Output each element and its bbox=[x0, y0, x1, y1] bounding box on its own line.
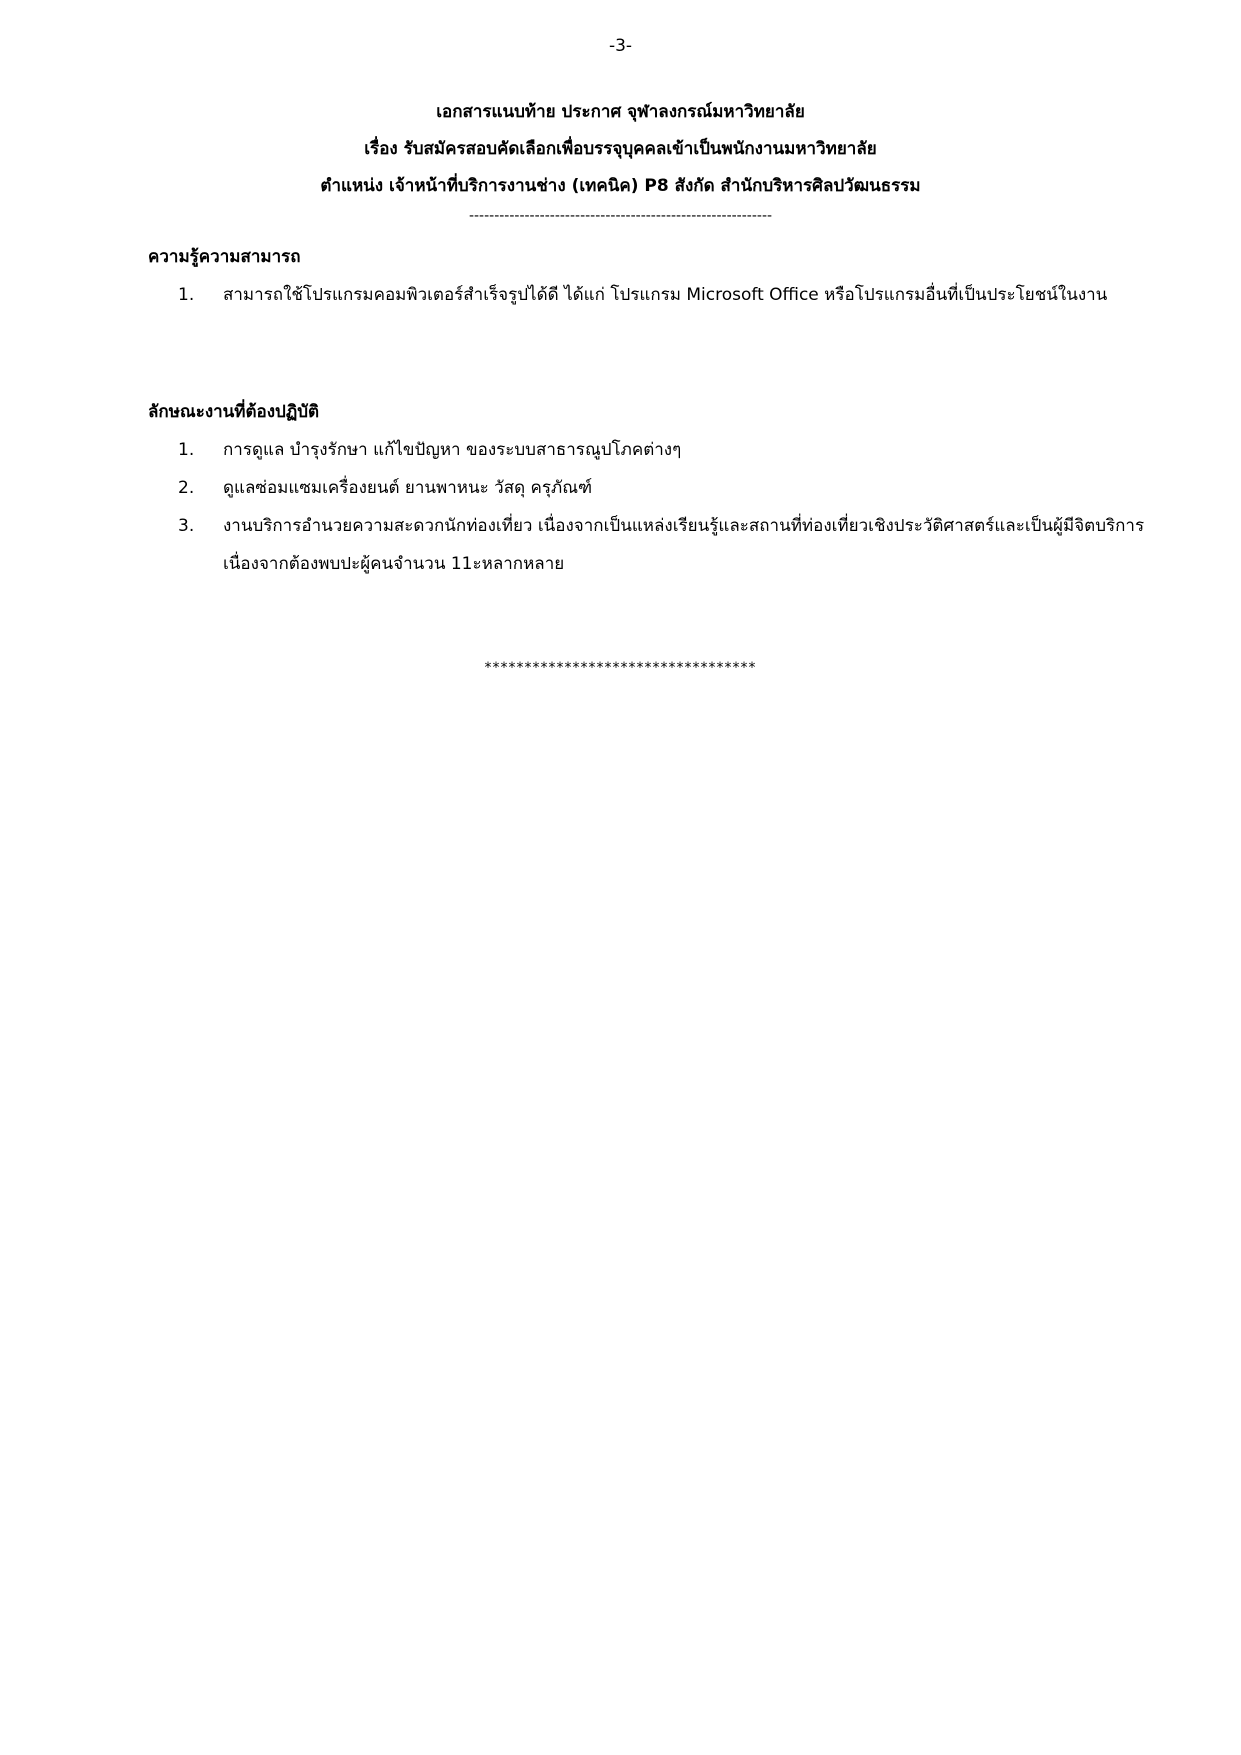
page-number: -3- bbox=[608, 36, 633, 56]
duties-heading: ลักษณะงานที่ต้องปฏิบัติ bbox=[148, 402, 320, 422]
list-item bbox=[148, 507, 1158, 583]
list-item-text: การดูแล บำรุงรักษา แก้ไขปัญหา ของระบบสาธารณูปโภคต่างๆ bbox=[223, 440, 682, 460]
list-item-number: 3. bbox=[178, 516, 195, 536]
list-item bbox=[148, 431, 1158, 469]
list-item-number: 1. bbox=[178, 440, 195, 460]
list-item bbox=[148, 469, 1158, 507]
list-item bbox=[148, 276, 1158, 314]
document-header bbox=[0, 94, 1241, 227]
list-item-text: สามารถใช้โปรแกรมคอมพิวเตอร์สำเร็จรูปได้ดี ได้แก่ โปรแกรม Microsoft Office หรือโปรแกรมอื่นที่เป็นประโยชน์ในงาน bbox=[223, 285, 1108, 305]
knowledge-section bbox=[148, 238, 1158, 314]
closing-asterisk-line: ********************************** bbox=[484, 660, 757, 676]
knowledge-heading: ความรู้ความสามารถ bbox=[148, 247, 301, 267]
header-title-line-2: เรื่อง รับสมัครสอบคัดเลือกเพื่อบรรจุบุคคลเข้าเป็นพนักงานมหาวิทยาลัย bbox=[364, 139, 877, 159]
header-title-line-3: ตำแหน่ง เจ้าหน้าที่บริการงานช่าง (เทคนิค) P8 สังกัด สำนักบริหารศิลปวัฒนธรรม bbox=[320, 176, 921, 196]
header-divider: ------------------------------------------------------------ bbox=[468, 208, 773, 224]
header-title-line-1: เอกสารแนบท้าย ประกาศ จุฬาลงกรณ์มหาวิทยาลัย bbox=[436, 102, 805, 122]
list-item-number: 2. bbox=[178, 478, 195, 498]
list-item-number: 1. bbox=[178, 285, 195, 305]
duties-section bbox=[148, 393, 1158, 583]
list-item-text: ดูแลซ่อมแซมเครื่องยนต์ ยานพาหนะ วัสดุ ครุภัณฑ์ bbox=[223, 478, 593, 498]
list-item-text: งานบริการอำนวยความสะดวกนักท่องเที่ยว เนื่องจากเป็นแหล่งเรียนรู้และสถานที่ท่องเที่ยวเชิงประวัติศาสตร์และเป็นผู้มีจิตบริการ เนื่องจากต้องพบปะผู้คนจำนวน 11ะหลากหลาย bbox=[223, 516, 1145, 574]
